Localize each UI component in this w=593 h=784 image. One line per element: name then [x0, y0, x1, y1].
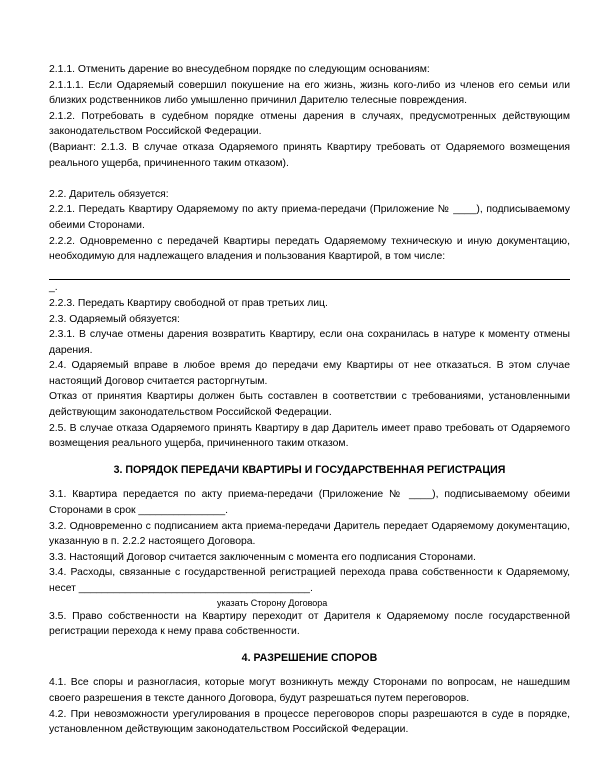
spacer	[49, 171, 570, 187]
clause-2-2-3: 2.2.3. Передать Квартиру свободной от прав третьих лиц.	[49, 297, 328, 309]
clause-3-3: 3.3. Настоящий Договор считается заключенным с момента его подписания Сторонами.	[49, 551, 476, 563]
clause-4-2: 4.2. При невозможности урегулирования в процессе переговоров споры разрешаются в суде в порядке, установленном действующим законодательством Российской Федерации.	[49, 708, 570, 736]
clause-3-2: 3.2. Одновременно с подписанием акта приема-передачи Даритель передает Одаряемому документацию, указанную в п. 2.2.2 настоящего Договора.	[49, 520, 570, 548]
clause-2-5: 2.5. В случае отказа Одаряемого принять Квартиру в дар Даритель имеет право требовать от Одаряемого возмещения реального ущерба, причиненного таким отказом.	[49, 422, 570, 450]
clause-2-3-1: 2.3.1. В случае отмены дарения возвратить Квартиру, если она сохранилась в натуре к моменту отмены дарения.	[49, 329, 570, 356]
clause-2-4-b: Отказ от принятия Квартиры должен быть составлен в соответствии с требованиями, установленными действующим законодательством Российской Федерации.	[49, 391, 570, 419]
document-page	[49, 62, 570, 738]
clause-2-2-2: 2.2.2. Одновременно с передачей Квартиры передать Одаряемому техническую и иную документацию, необходимую для надлежащего владения и пользования Квартирой, в том числе:	[49, 235, 570, 263]
clause-variant-2-1-3: (Вариант: 2.1.3. В случае отказа Одаряемого принять Квартиру требовать от Одаряемого возмещения реального ущерба, причиненного таким отказом).	[49, 141, 570, 169]
clause-2-2-2-tail: _.	[49, 282, 58, 294]
clause-3-1: 3.1. Квартира передается по акту приема-передачи (Приложение № ____), подписываемому обеими Сторонами в срок _______________.	[49, 489, 570, 517]
clause-2-2-1: 2.2.1. Передать Квартиру Одаряемому по акту приема-передачи (Приложение № ____), подписываемому обеими Сторонами.	[49, 204, 570, 231]
section-4-heading: 4. РАЗРЕШЕНИЕ СПОРОВ	[241, 651, 378, 664]
clause-2-3: 2.3. Одаряемый обязуется:	[49, 313, 180, 325]
clause-3-5: 3.5. Право собственности на Квартиру переходит от Дарителя к Одаряемому после государственной регистрации перехода к нему права собственности.	[49, 610, 570, 638]
clause-2-4: 2.4. Одаряемый вправе в любое время до передачи ему Квартиры от нее отказаться. В этом случае настоящий Договор считается расторгнутым.	[49, 360, 570, 387]
clause-3-4: 3.4. Расходы, связанные с государственной регистрацией перехода права собственности к Одаряемому, несет ________________________________________.	[49, 567, 570, 594]
clause-2-1-1: 2.1.1. Отменить дарение во внесудебном порядке по следующим основаниям:	[49, 64, 430, 75]
clause-3-4-note: указать Сторону Договора	[217, 597, 328, 608]
clause-2-1-1-1: 2.1.1.1. Если Одаряемый совершил покушение на его жизнь, жизнь кого-либо из членов его семьи или близких родственников либо умышленно причинил Дарителю телесные повреждения.	[49, 79, 570, 107]
clause-4-1: 4.1. Все споры и разногласия, которые могут возникнуть между Сторонами по вопросам, не нашедшим своего разрешения в тексте данного Договора, будут разрешаться путем переговоров.	[49, 677, 570, 704]
clause-2-1-2: 2.1.2. Потребовать в судебном порядке отмены дарения в случаях, предусмотренных действующим законодательством Российской Федерации.	[49, 110, 570, 138]
blank-fill-line	[49, 265, 570, 281]
section-3-heading: 3. ПОРЯДОК ПЕРЕДАЧИ КВАРТИРЫ И ГОСУДАРСТВЕННАЯ РЕГИСТРАЦИЯ	[113, 463, 506, 476]
clause-2-2: 2.2. Даритель обязуется:	[49, 188, 169, 200]
